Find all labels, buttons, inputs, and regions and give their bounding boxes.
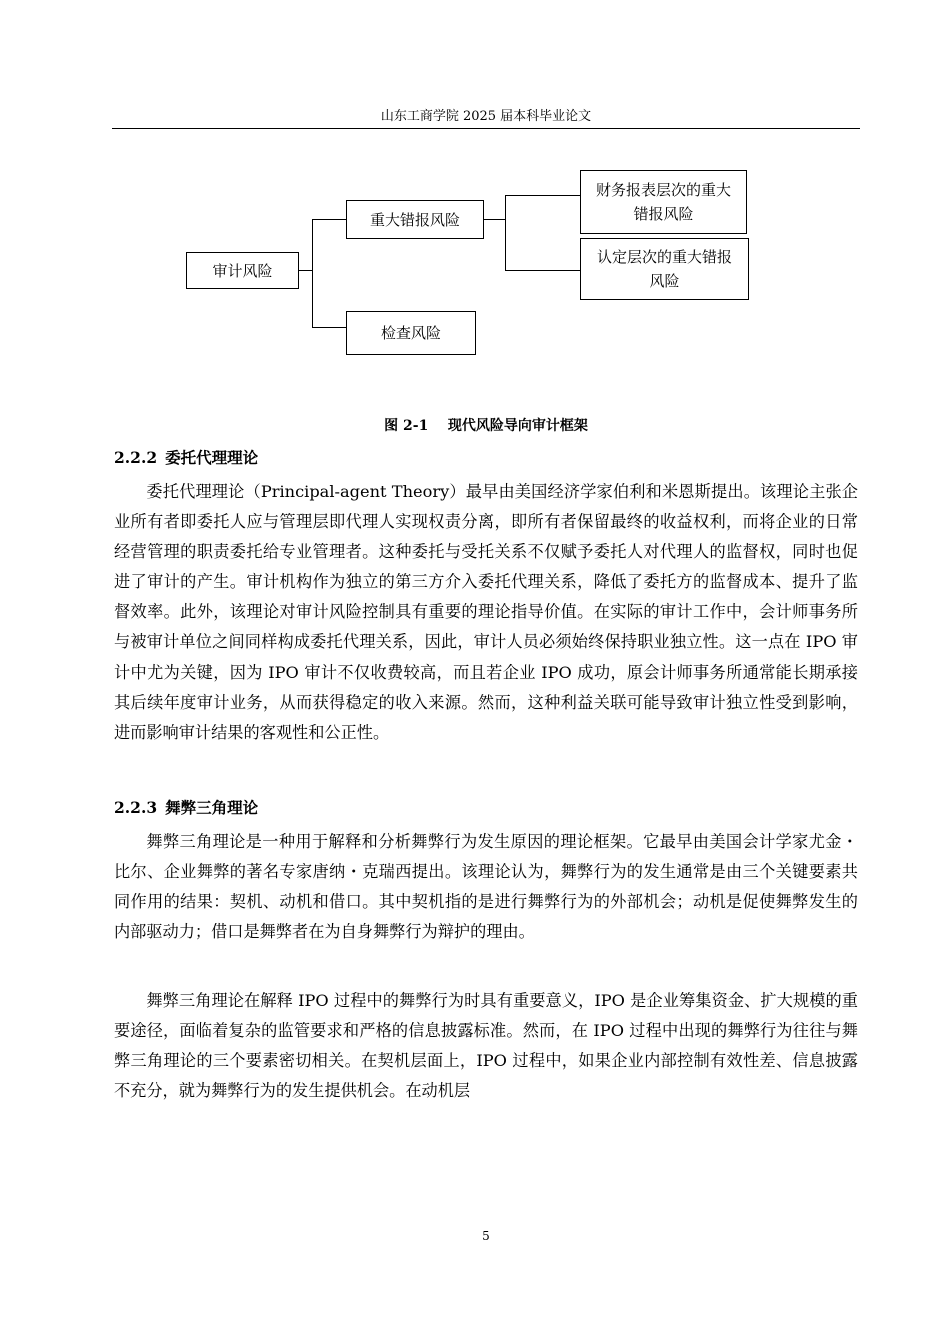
connector bbox=[505, 270, 580, 271]
section-title: 舞弊三角理论 bbox=[165, 798, 259, 817]
paragraph-fraud-triangle-1: 舞弊三角理论是一种用于解释和分析舞弊行为发生原因的理论框架。它最早由美国会计学家尤金・比尔、企业舞弊的著名专家唐纳・克瑞西提出。该理论认为，舞弊行为的发生通常是由三个关键要素共同作用的结果：契机、动机和借口。其中契机指的是进行舞弊行为的外部机会；动机是促使舞弊发生的内部驱动力；借口是舞弊者在为自身舞弊行为辩护的理由。 bbox=[114, 832, 858, 942]
paragraph-fraud-triangle-2: 舞弊三角理论在解释 IPO 过程中的舞弊行为时具有重要意义，IPO 是企业筹集资金、扩大规模的重要途径，面临着复杂的监管要求和严格的信息披露标准。然而，在 IPO 过程中出现的舞弊行为往往与舞弊三角理论的三个要素密切相关。在契机层面上，IPO 过程中，如果企业内部控制有效性差、信息披露不充分，就为舞弊行为的发生提供机会。在动机层 bbox=[114, 991, 858, 1101]
connector bbox=[312, 327, 346, 328]
paragraph-principal-agent: 委托代理理论（Principal-agent Theory）最早由美国经济学家伯利和米恩斯提出。该理论主张企业所有者即委托人应与管理层即代理人实现权责分离，即所有者保留最终的收益权利，而将企业的日常经营管理的职责委托给专业管理者。这种委托与受托关系不仅赋予委托人对代理人的监督权，同时也促进了审计的产生。审计机构作为独立的第三方介入委托代理关系，降低了委托方的监督成本、提升了监督效率。此外，该理论对审计风险控制具有重要的理论指导价值。在实际的审计工作中，会计师事务所与被审计单位之间同样构成委托代理关系，因此，审计人员必须始终保持职业独立性。这一点在 IPO 审计中尤为关键，因为 IPO 审计不仅收费较高，而且若企业 IPO 成功，原会计师事务所通常能长期承接其后续年度审计业务，从而获得稳定的收入来源。然而，这种利益关联可能导致审计独立性受到影响，进而影响审计结果的客观性和公正性。 bbox=[114, 482, 858, 742]
section-number: 2.2.2 bbox=[114, 448, 158, 467]
node-fs-level-risk: 财务报表层次的重大错报风险 bbox=[580, 170, 747, 234]
section-title: 委托代理理论 bbox=[165, 448, 259, 467]
page-number: 5 bbox=[482, 1229, 490, 1243]
page-header: 山东工商学院 2025 届本科毕业论文 bbox=[380, 109, 592, 124]
node-audit-risk: 审计风险 bbox=[186, 252, 299, 289]
node-assertion-level-risk: 认定层次的重大错报风险 bbox=[580, 238, 749, 300]
figure-caption: 图 2-1 现代风险导向审计框架 bbox=[384, 418, 588, 434]
section-heading-2-2-2 bbox=[114, 447, 258, 469]
node-detection-risk: 检查风险 bbox=[346, 311, 476, 355]
connector bbox=[299, 270, 313, 271]
header-rule bbox=[112, 128, 860, 129]
connector bbox=[505, 195, 506, 271]
node-material-misstatement-risk: 重大错报风险 bbox=[346, 200, 484, 239]
section-heading-2-2-3 bbox=[114, 797, 258, 819]
connector bbox=[312, 219, 346, 220]
connector bbox=[312, 219, 313, 327]
connector bbox=[484, 219, 505, 220]
connector bbox=[505, 195, 580, 196]
section-number: 2.2.3 bbox=[114, 798, 158, 817]
